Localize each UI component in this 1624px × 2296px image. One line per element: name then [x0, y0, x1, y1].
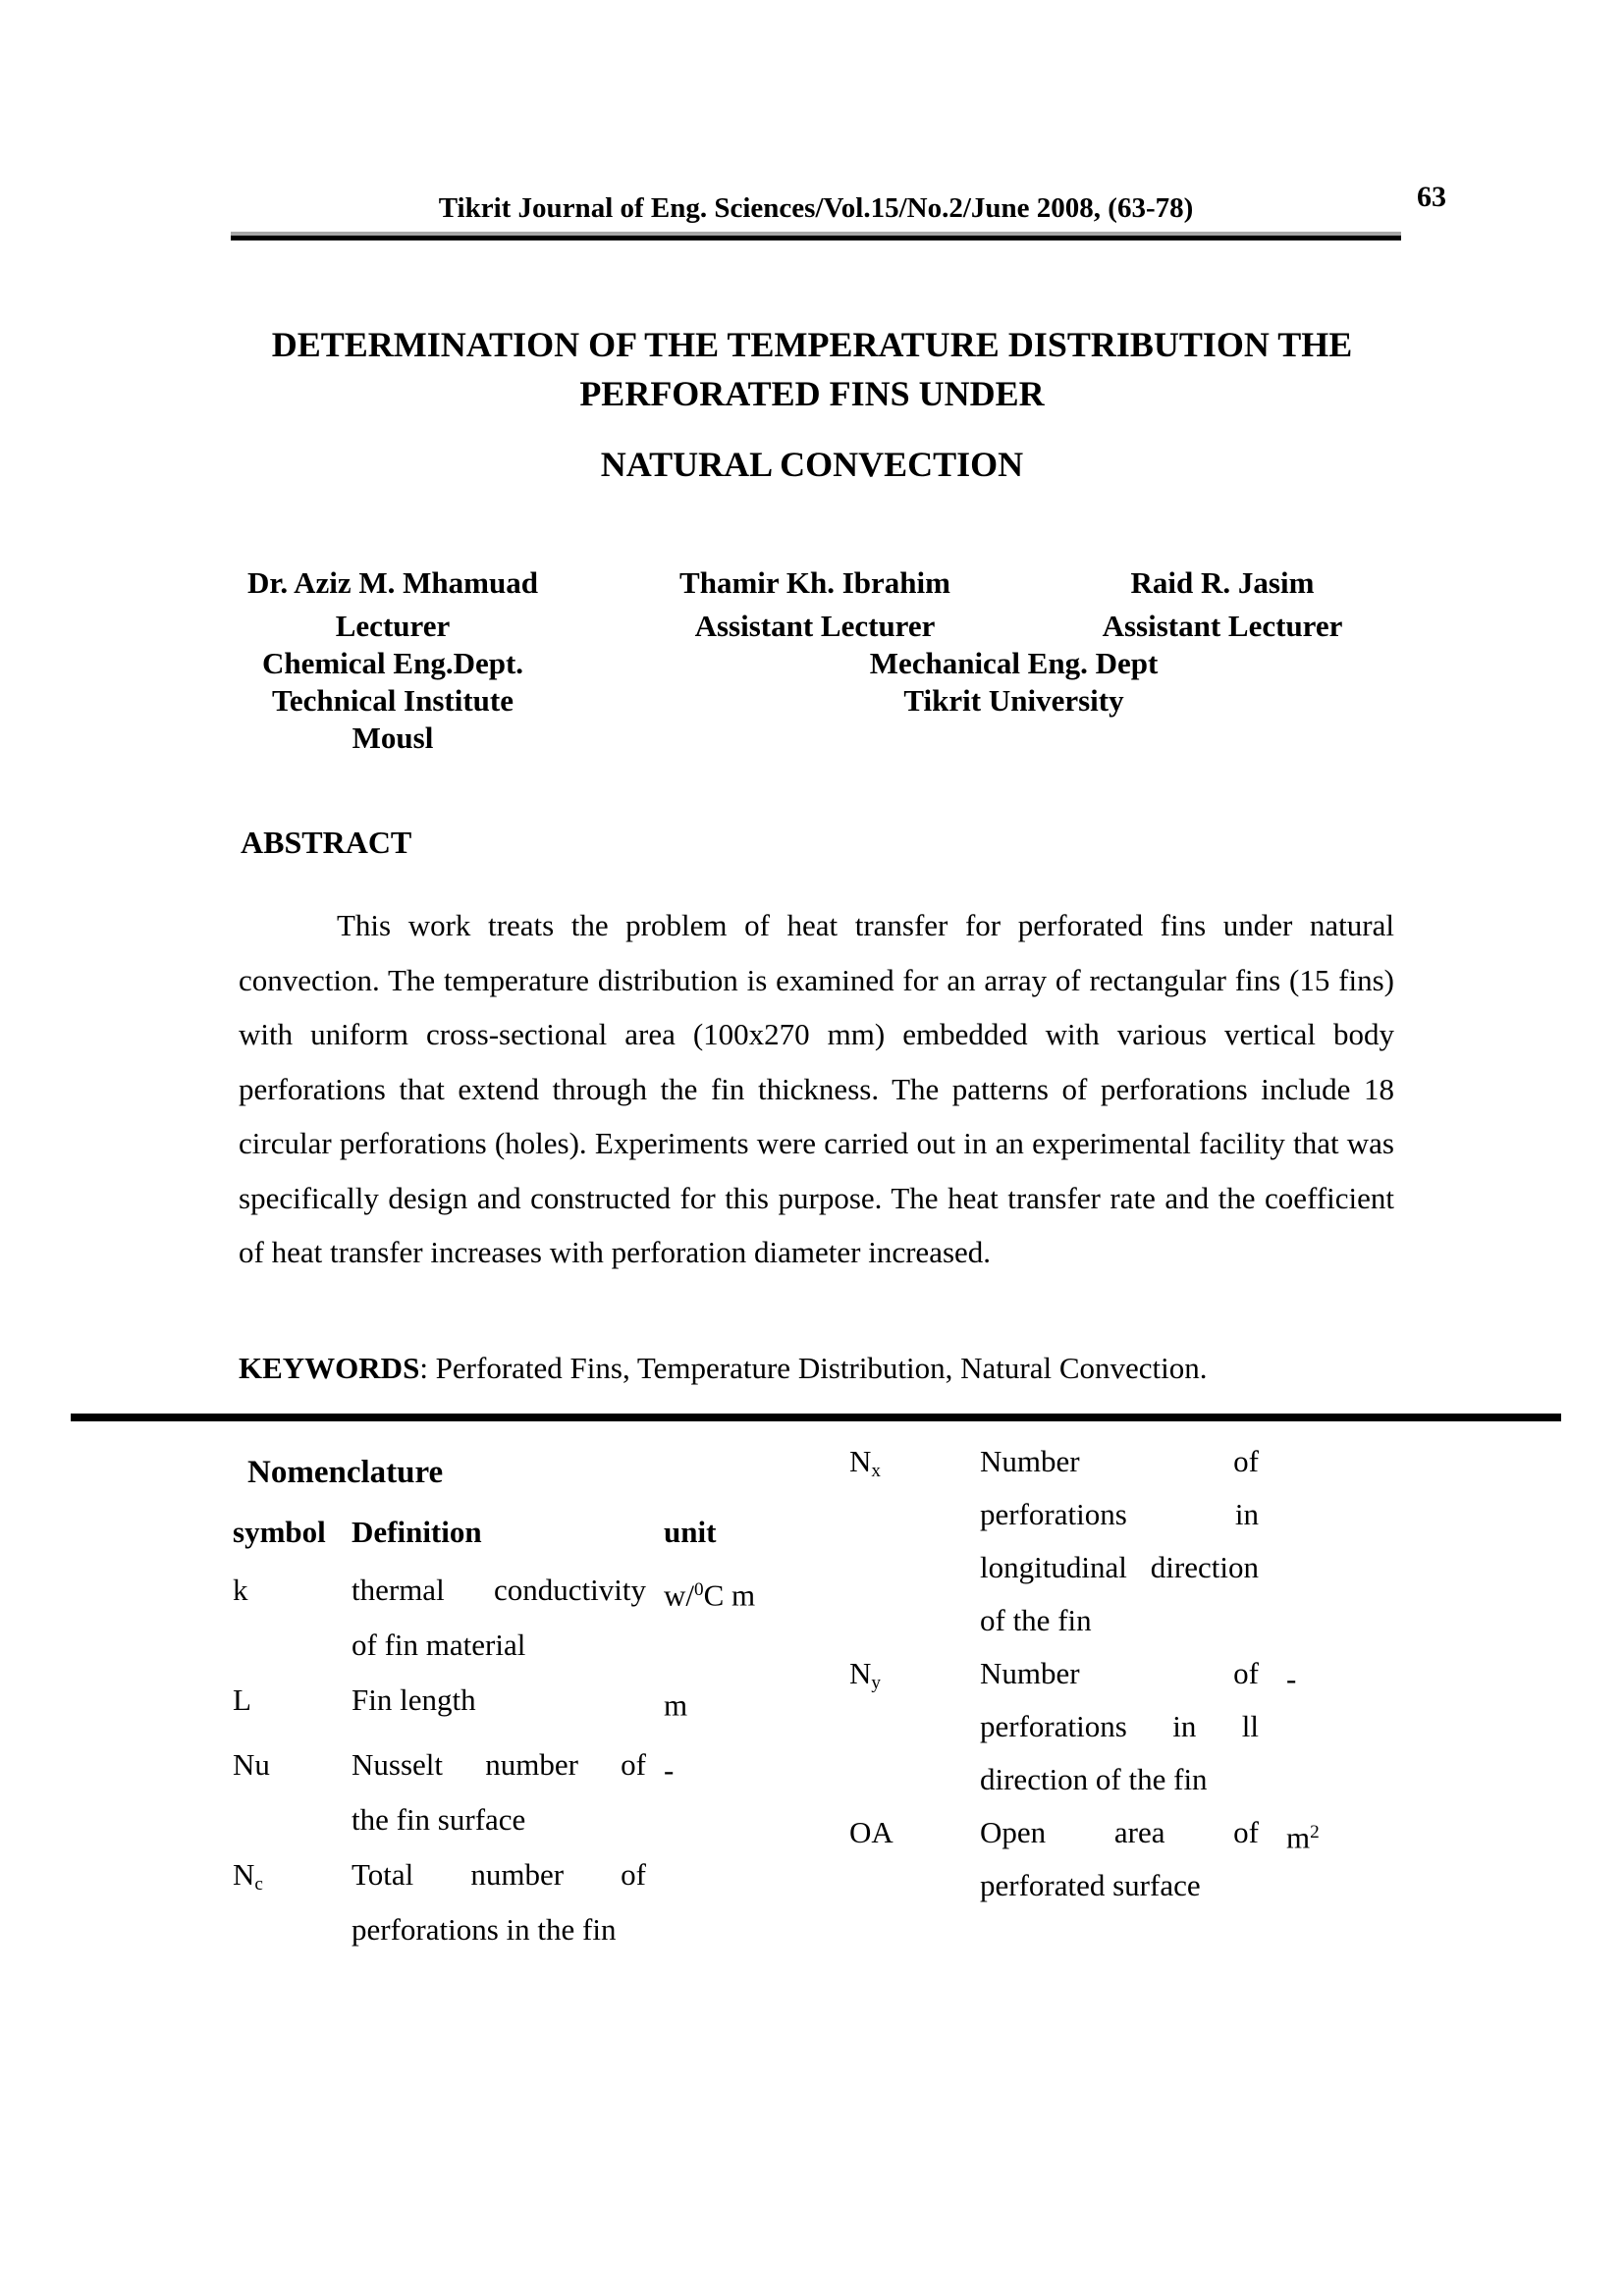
nomenclature-column-headers — [233, 1505, 802, 1560]
definition-line: of fin material — [352, 1628, 526, 1662]
definition-cell — [980, 1647, 1259, 1806]
definition-line: longitudinal direction — [980, 1550, 1259, 1584]
definition-cell — [352, 1563, 646, 1673]
nomenclature-row-Nx — [849, 1435, 1438, 1647]
unit-cell: - — [1286, 1661, 1297, 1696]
author-role-3: Assistant Lecturer — [1102, 609, 1343, 643]
keywords-line — [239, 1351, 1208, 1386]
unit-cell: - — [664, 1752, 675, 1788]
abstract-heading: ABSTRACT — [241, 825, 412, 860]
title-line-3: NATURAL CONVECTION — [600, 445, 1024, 484]
keywords-label: KEYWORDS — [239, 1351, 420, 1385]
nomenclature-table-left — [233, 1563, 802, 1957]
definition-line: direction of the fin — [980, 1762, 1208, 1796]
author-dept-1: Chemical Eng.Dept. — [261, 646, 524, 680]
definition-line: of the fin — [980, 1603, 1092, 1637]
definition-line: Nusselt number of — [352, 1746, 646, 1782]
author-role-1: Lecturer — [335, 609, 451, 643]
author-role-2: Assistant Lecturer — [694, 609, 936, 643]
symbol-cell: Nu — [233, 1746, 270, 1782]
definition-line: perforations in — [980, 1497, 1259, 1531]
definition-line: Total number of — [352, 1856, 646, 1892]
symbol-cell: $N_y$ — [849, 1656, 881, 1693]
paper-title — [0, 320, 1624, 418]
definition-cell — [352, 1673, 646, 1728]
header-rule-black — [231, 236, 1401, 240]
symbol-cell: L — [233, 1682, 251, 1717]
definition-line: Number of — [980, 1656, 1259, 1690]
nomenclature-row-Nu — [233, 1737, 802, 1847]
column-header-symbol: symbol — [233, 1515, 326, 1549]
journal-header: Tikrit Journal of Eng. Sciences/Vol.15/No.2/June 2008, (63-78) — [438, 192, 1194, 224]
title-line-2: PERFORATED FINS UNDER — [579, 374, 1045, 413]
nomenclature-row-Ny — [849, 1647, 1438, 1806]
column-header-unit: unit — [664, 1515, 717, 1549]
author-institute-1: Technical Institute — [271, 683, 514, 718]
author-city-1: Mousl — [352, 721, 434, 755]
keywords-text: : Perforated Fins, Temperature Distribution, Natural Convection. — [419, 1351, 1208, 1385]
page-number: 63 — [1417, 181, 1446, 213]
nomenclature-heading: Nomenclature — [247, 1455, 444, 1490]
definition-line: the fin surface — [352, 1801, 526, 1837]
definition-line: perforations in ll — [980, 1709, 1259, 1743]
definition-line: Fin length — [352, 1682, 476, 1717]
symbol-cell: $N_c$ — [233, 1856, 263, 1895]
symbol-cell: k — [233, 1573, 248, 1607]
definition-line: thermal conductivity — [352, 1573, 646, 1607]
header-rule — [231, 232, 1401, 240]
author-name-1: Dr. Aziz M. Mhamuad — [247, 565, 538, 600]
definition-line: perforated surface — [980, 1868, 1201, 1902]
nomenclature-row-k — [233, 1563, 802, 1673]
definition-cell — [980, 1435, 1259, 1647]
symbol-cell: OA — [849, 1815, 893, 1849]
definition-cell — [352, 1737, 646, 1847]
definition-line: Open area of — [980, 1815, 1259, 1849]
symbol-cell: $N_x$ — [849, 1444, 881, 1481]
nomenclature-row-Nc — [233, 1847, 802, 1957]
nomenclature-table-right — [849, 1435, 1438, 1912]
author-name-2: Thamir Kh. Ibrahim — [679, 565, 950, 600]
nomenclature-row-OA — [849, 1806, 1438, 1912]
column-header-definition: Definition — [352, 1515, 482, 1549]
definition-line: perforations in the fin — [352, 1911, 617, 1947]
title-line-1: DETERMINATION OF THE TEMPERATURE DISTRIBUTION THE — [271, 325, 1353, 364]
abstract-paragraph: This work treats the problem of heat transfer for perforated fins under natural convection. The temperature distribution is examined for an array of rectangular fins (15 fins) with uniform cross-sectional area (100x270 mm) embedded with various vertical body perforations that extend through the fin thickness. The patterns of perforations include 18 circular perforations (holes). Experiments were carried out in an experimental facility that was specifically design and constructed for this purpose. The heat transfer rate and the coefficient of heat transfer increases with perforation diameter increased. — [239, 908, 1394, 1269]
definition-cell — [980, 1806, 1259, 1912]
section-divider — [71, 1414, 1561, 1421]
shared-dept: Mechanical Eng. Dept — [869, 646, 1159, 680]
unit-cell: $m^2$ — [1286, 1820, 1320, 1855]
shared-university: Tikrit University — [903, 683, 1124, 718]
nomenclature-row-L — [233, 1673, 802, 1737]
definition-cell — [352, 1847, 646, 1957]
unit-cell: w/$^0$C m — [664, 1577, 756, 1613]
unit-cell: m — [664, 1687, 688, 1723]
definition-line: Number of — [980, 1444, 1259, 1478]
author-name-3: Raid R. Jasim — [1130, 565, 1315, 600]
